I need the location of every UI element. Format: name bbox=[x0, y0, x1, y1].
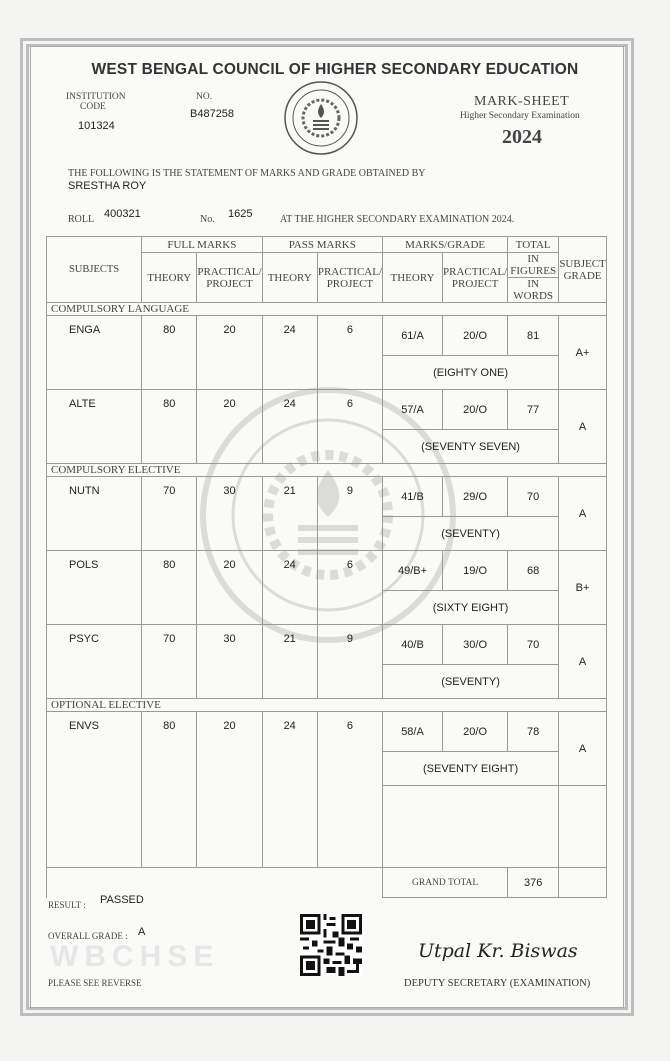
mk-practical: 30/O bbox=[443, 625, 508, 665]
fm-practical: 30 bbox=[197, 477, 262, 551]
signature: Utpal Kr. Biswas bbox=[418, 940, 578, 962]
pm-theory: 24 bbox=[262, 390, 317, 464]
result-value: PASSED bbox=[100, 894, 144, 906]
pm-practical: 6 bbox=[317, 390, 382, 464]
total-figures: 70 bbox=[508, 625, 559, 665]
total-figures: 70 bbox=[508, 477, 559, 517]
fm-practical: 20 bbox=[197, 551, 262, 625]
section-compulsory-language: COMPULSORY LANGUAGE bbox=[47, 303, 607, 316]
header-in-figures: IN FIGURES bbox=[508, 253, 559, 278]
pm-theory: 21 bbox=[262, 625, 317, 699]
header-total: TOTAL bbox=[508, 237, 559, 253]
marksheet-title: MARK-SHEET bbox=[474, 94, 570, 109]
pm-theory: 24 bbox=[262, 712, 317, 868]
pm-theory: 24 bbox=[262, 551, 317, 625]
subject-name: NUTN bbox=[47, 477, 142, 551]
mk-theory: 61/A bbox=[383, 316, 443, 356]
pm-practical: 9 bbox=[317, 625, 382, 699]
header-full-marks: FULL MARKS bbox=[142, 237, 262, 253]
exam-year: 2024 bbox=[502, 126, 542, 148]
header-fm-practical: PRACTICAL/ PROJECT bbox=[197, 253, 262, 303]
table-row bbox=[47, 316, 607, 356]
table-row bbox=[47, 551, 607, 591]
subject-grade: A bbox=[559, 712, 607, 786]
council-seal-icon bbox=[283, 80, 359, 156]
header-in-words: IN WORDS bbox=[508, 278, 559, 303]
fm-theory: 80 bbox=[142, 712, 197, 868]
header-marks-grade: MARKS/GRADE bbox=[383, 237, 508, 253]
total-figures: 77 bbox=[508, 390, 559, 430]
pm-practical: 9 bbox=[317, 477, 382, 551]
total-figures: 68 bbox=[508, 551, 559, 591]
table-row bbox=[47, 477, 607, 517]
table-row bbox=[47, 625, 607, 665]
overall-grade-label: OVERALL GRADE : bbox=[48, 931, 128, 941]
mk-theory: 40/B bbox=[383, 625, 443, 665]
mk-theory: 57/A bbox=[383, 390, 443, 430]
total-words: (SIXTY EIGHT) bbox=[383, 591, 559, 625]
serial-no: B487258 bbox=[190, 108, 235, 120]
fm-practical: 20 bbox=[197, 390, 262, 464]
roll-no-value: 1625 bbox=[228, 208, 253, 220]
total-figures: 81 bbox=[508, 316, 559, 356]
total-words: (SEVENTY) bbox=[383, 665, 559, 699]
pm-practical: 6 bbox=[317, 712, 382, 868]
roll-no-label: No. bbox=[200, 214, 215, 225]
total-words: (SEVENTY) bbox=[383, 517, 559, 551]
subject-name: ENVS bbox=[47, 712, 142, 868]
subject-grade: A bbox=[559, 390, 607, 464]
empty-cell bbox=[559, 868, 607, 898]
total-words: (EIGHTY ONE) bbox=[383, 356, 559, 390]
header-mk-practical: PRACTICAL/ PROJECT bbox=[443, 253, 508, 303]
section-compulsory-elective: COMPULSORY ELECTIVE bbox=[47, 464, 607, 477]
serial-no-label: NO. bbox=[196, 92, 213, 102]
subject-grade: A bbox=[559, 477, 607, 551]
designation: DEPUTY SECRETARY (EXAMINATION) bbox=[404, 978, 591, 989]
institution-label-line1: INSTITUTION bbox=[66, 92, 126, 102]
table-row bbox=[47, 712, 607, 752]
mk-practical: 20/O bbox=[443, 390, 508, 430]
subject-name: PSYC bbox=[47, 625, 142, 699]
empty-cell bbox=[559, 786, 607, 868]
empty-cell bbox=[383, 786, 559, 868]
fm-theory: 70 bbox=[142, 477, 197, 551]
mk-practical: 20/O bbox=[443, 712, 508, 752]
mk-practical: 29/O bbox=[443, 477, 508, 517]
fm-practical: 20 bbox=[197, 712, 262, 868]
subject-name: POLS bbox=[47, 551, 142, 625]
subject-grade: A bbox=[559, 625, 607, 699]
header-subjects: SUBJECTS bbox=[47, 237, 142, 303]
fm-theory: 80 bbox=[142, 390, 197, 464]
fm-theory: 80 bbox=[142, 551, 197, 625]
grand-total-value: 376 bbox=[508, 868, 559, 898]
see-reverse-text: PLEASE SEE REVERSE bbox=[48, 978, 142, 988]
grand-total-label: GRAND TOTAL bbox=[383, 868, 508, 898]
pm-practical: 6 bbox=[317, 551, 382, 625]
roll-label: ROLL bbox=[68, 214, 95, 225]
empty-cell bbox=[47, 868, 383, 898]
mk-theory: 49/B+ bbox=[383, 551, 443, 591]
pm-practical: 6 bbox=[317, 316, 382, 390]
subject-grade: B+ bbox=[559, 551, 607, 625]
pm-theory: 21 bbox=[262, 477, 317, 551]
institution-label-line2: CODE bbox=[80, 102, 106, 112]
section-optional-elective: OPTIONAL ELECTIVE bbox=[47, 699, 607, 712]
statement-text: THE FOLLOWING IS THE STATEMENT OF MARKS AND GRADE OBTAINED BY bbox=[68, 168, 426, 179]
exam-text: AT THE HIGHER SECONDARY EXAMINATION 2024. bbox=[280, 214, 515, 225]
result-label: RESULT : bbox=[48, 900, 86, 910]
qr-code-icon bbox=[300, 914, 362, 976]
subject-grade: A+ bbox=[559, 316, 607, 390]
header-pm-theory: THEORY bbox=[262, 253, 317, 303]
roll-value: 400321 bbox=[104, 208, 141, 220]
marksheet-subtitle: Higher Secondary Examination bbox=[460, 111, 580, 121]
fm-theory: 80 bbox=[142, 316, 197, 390]
institution-label bbox=[66, 92, 126, 112]
watermark-text: WBCHSE bbox=[50, 940, 220, 973]
table-row bbox=[47, 390, 607, 430]
pm-theory: 24 bbox=[262, 316, 317, 390]
total-words: (SEVENTY EIGHT) bbox=[383, 752, 559, 786]
fm-theory: 70 bbox=[142, 625, 197, 699]
header-mk-theory: THEORY bbox=[383, 253, 443, 303]
total-words: (SEVENTY SEVEN) bbox=[383, 430, 559, 464]
header-pass-marks: PASS MARKS bbox=[262, 237, 382, 253]
mk-theory: 58/A bbox=[383, 712, 443, 752]
subject-name: ALTE bbox=[47, 390, 142, 464]
header-subject-grade: SUBJECT GRADE bbox=[559, 237, 607, 303]
mk-practical: 19/O bbox=[443, 551, 508, 591]
overall-grade-value: A bbox=[138, 926, 146, 938]
mk-theory: 41/B bbox=[383, 477, 443, 517]
candidate-name: SRESTHA ROY bbox=[68, 180, 147, 192]
header-fm-theory: THEORY bbox=[142, 253, 197, 303]
fm-practical: 30 bbox=[197, 625, 262, 699]
marks-table bbox=[46, 236, 607, 898]
total-figures: 78 bbox=[508, 712, 559, 752]
council-title: WEST BENGAL COUNCIL OF HIGHER SECONDARY EDUCATION bbox=[91, 61, 579, 78]
header-pm-practical: PRACTICAL/ PROJECT bbox=[317, 253, 382, 303]
mk-practical: 20/O bbox=[443, 316, 508, 356]
subject-name: ENGA bbox=[47, 316, 142, 390]
institution-code: 101324 bbox=[78, 120, 115, 132]
fm-practical: 20 bbox=[197, 316, 262, 390]
